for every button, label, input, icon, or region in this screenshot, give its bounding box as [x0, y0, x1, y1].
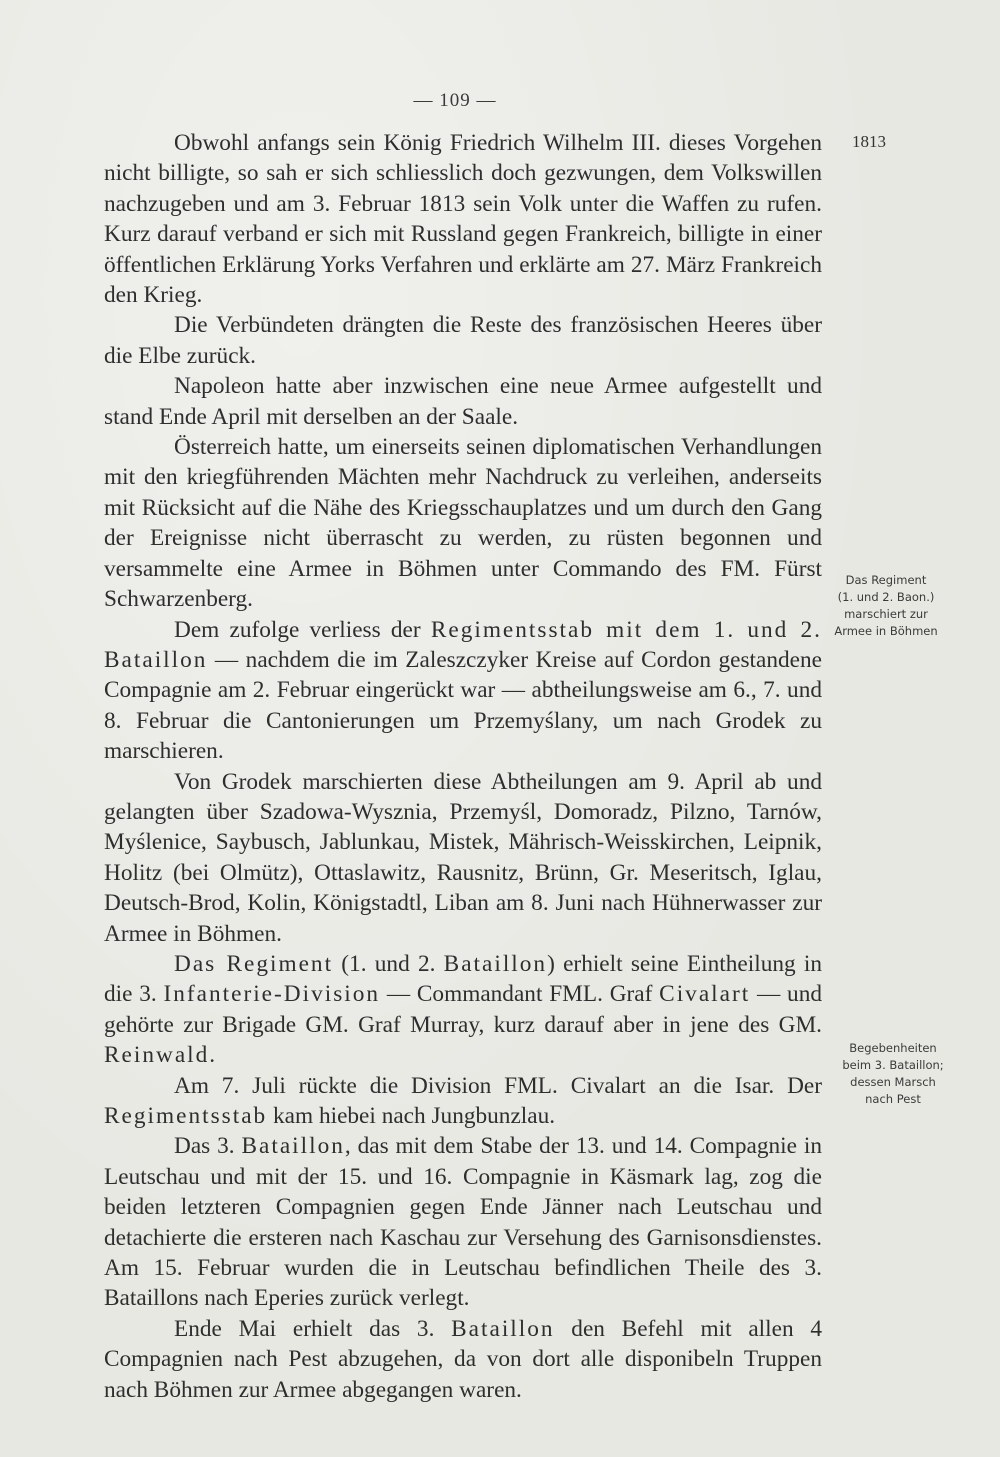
sidenote-line: marschiert zur — [844, 607, 928, 621]
paragraph-2: Die Verbündeten drängten die Reste des französischen Heeres über die Elbe zurück. — [104, 312, 822, 369]
sidenote-line: (1. und 2. Baon.) — [837, 590, 935, 604]
sidenote-line: Begebenheiten — [849, 1041, 937, 1055]
paragraph-10-spaced-b: Bataillon — [451, 1315, 555, 1342]
paragraph-1: Obwohl anfangs sein König Friedrich Wilhelm III. dieses Vorgehen nicht billigte, so sah er sich schliesslich doch gezwungen, dem Volkswillen nachzugeben und am 3. Februar 1813 sein Volk unter die Waffen zu rufen. Kurz darauf verband er sich mit Russland gegen Frankreich, billigte in einer öffentlichen Erklärung Yorks Verfahren und erklärte am 27. März Frankreich den Krieg. — [104, 130, 822, 309]
paragraph-7-spaced-i: Reinwald — [104, 1042, 210, 1069]
paragraph-10 — [104, 1314, 822, 1405]
sidenote-line: Das Regiment — [845, 573, 927, 587]
paragraph-9-text-a: Das 3. — [174, 1133, 242, 1160]
paragraph-7-text-b: (1. und 2. — [333, 950, 444, 977]
paragraph-9-spaced-b: Bataillon — [241, 1133, 345, 1160]
paragraph-10-text-a: Ende Mai erhielt das 3. — [174, 1315, 452, 1342]
paragraph-7-spaced-a: Das Regiment — [174, 950, 334, 977]
sidenote-regiment-march — [826, 572, 946, 640]
sidenote-line: beim 3. Bataillon; — [842, 1058, 944, 1072]
paragraph-5-text-c: — nachdem die im Zaleszczyker Kreise auf Cordon gestandene Compagnie am 2. Februar eingerückt war — abtheilungsweise am 6., 7. und 8. Februar die Cantonierungen um Przemyślany, um nach Grodek zu marschieren. — [104, 646, 822, 765]
sidenote-line: dessen Marsch — [850, 1075, 936, 1089]
paragraph-7-text-f: — Commandant FML. Graf — [380, 981, 660, 1008]
paragraph-3: Napoleon hatte aber inzwischen eine neue Armee aufgestellt und stand Ende April mit derselben an der Saale. — [104, 373, 822, 430]
paragraph-8-spaced-b: Regimentsstab — [104, 1103, 268, 1129]
paragraph-10-text-c: den Befehl mit allen 4 Compagnien nach Pest abzugehen, da von dort alle disponibeln Truppen nach Böhmen zur Armee abgegangen waren. — [104, 1315, 822, 1403]
paragraph-5 — [104, 615, 822, 767]
paragraph-7-text-h: — und gehörte zur Brigade GM. Graf Murray, kurz darauf aber in jene des GM. — [104, 981, 822, 1038]
margin-year: 1813 — [852, 132, 886, 151]
paragraph-8 — [104, 1071, 822, 1132]
paragraph-9-text-c: , das mit dem Stabe der 13. und 14. Compagnie in Leutschau und mit der 15. und 16. Compagnie in Käsmark lag, zog die beiden letzteren Compagnien gegen Ende Jänner nach Leutschau und detachierte die ersteren nach Kaschau zur Versehung des Garnisonsdienstes. Am 15. Februar wurden die in Leutschau befindlichen Theile des 3. Bataillons nach Eperies zurück verlegt. — [104, 1133, 822, 1312]
paragraph-9 — [104, 1131, 822, 1313]
sidenote-line: Armee in Böhmen — [834, 624, 938, 638]
body-text — [104, 128, 822, 1405]
paragraph-8-text-a: Am 7. Juli rückte die Division FML. Civalart an die Isar. Der — [174, 1072, 822, 1099]
paragraph-7-text-j: . — [209, 1042, 216, 1069]
paragraph-7 — [104, 949, 822, 1071]
paragraph-7-spaced-g: Civalart — [659, 981, 751, 1008]
paragraph-5-text-a: Dem zufolge verliess der — [174, 616, 431, 643]
sidenote-third-battalion — [833, 1040, 953, 1108]
page-number: — 109 — — [413, 90, 497, 111]
sidenote-line: nach Pest — [865, 1092, 921, 1106]
paragraph-4: Österreich hatte, um einerseits seinen diplomatischen Verhandlungen mit den kriegführenden Mächten mehr Nachdruck zu verleihen, anderseits mit Rücksicht auf die Nähe des Kriegsschauplatzes und um durch den Gang der Ereignisse nicht überrascht zu werden, zu rüsten begonnen und versammelte eine Armee in Böhmen unter Commando des FM. Fürst Schwarzenberg. — [104, 434, 822, 613]
paragraph-6: Von Grodek marschierten diese Abtheilungen am 9. April ab und gelangten über Szadowa-Wysznia, Przemyśl, Domoradz, Pilzno, Tarnów, Myślenice, Saybusch, Jablunkau, Mistek, Mährisch-Weisskirchen, Leipnik, Holitz (bei Olmütz), Ottaslawitz, Rausnitz, Brünn, Gr. Meseritsch, Iglau, Deutsch-Brod, Kolin, Königstadtl, Liban am 8. Juni nach Hühnerwasser zur Armee in Böhmen. — [104, 768, 822, 947]
paragraph-5-spaced: Regimentsstab mit dem 1. und 2. Bataillon — [104, 616, 822, 673]
paragraph-8-text-c: kam hiebei nach Jungbunzlau. — [267, 1103, 556, 1129]
paragraph-7-spaced-c: Bataillon — [443, 950, 548, 977]
paragraph-7-text-d: ) erhielt seine Eintheilung in die 3. — [104, 950, 822, 1008]
paragraph-7-spaced-e: Infanterie-Division — [163, 981, 381, 1008]
